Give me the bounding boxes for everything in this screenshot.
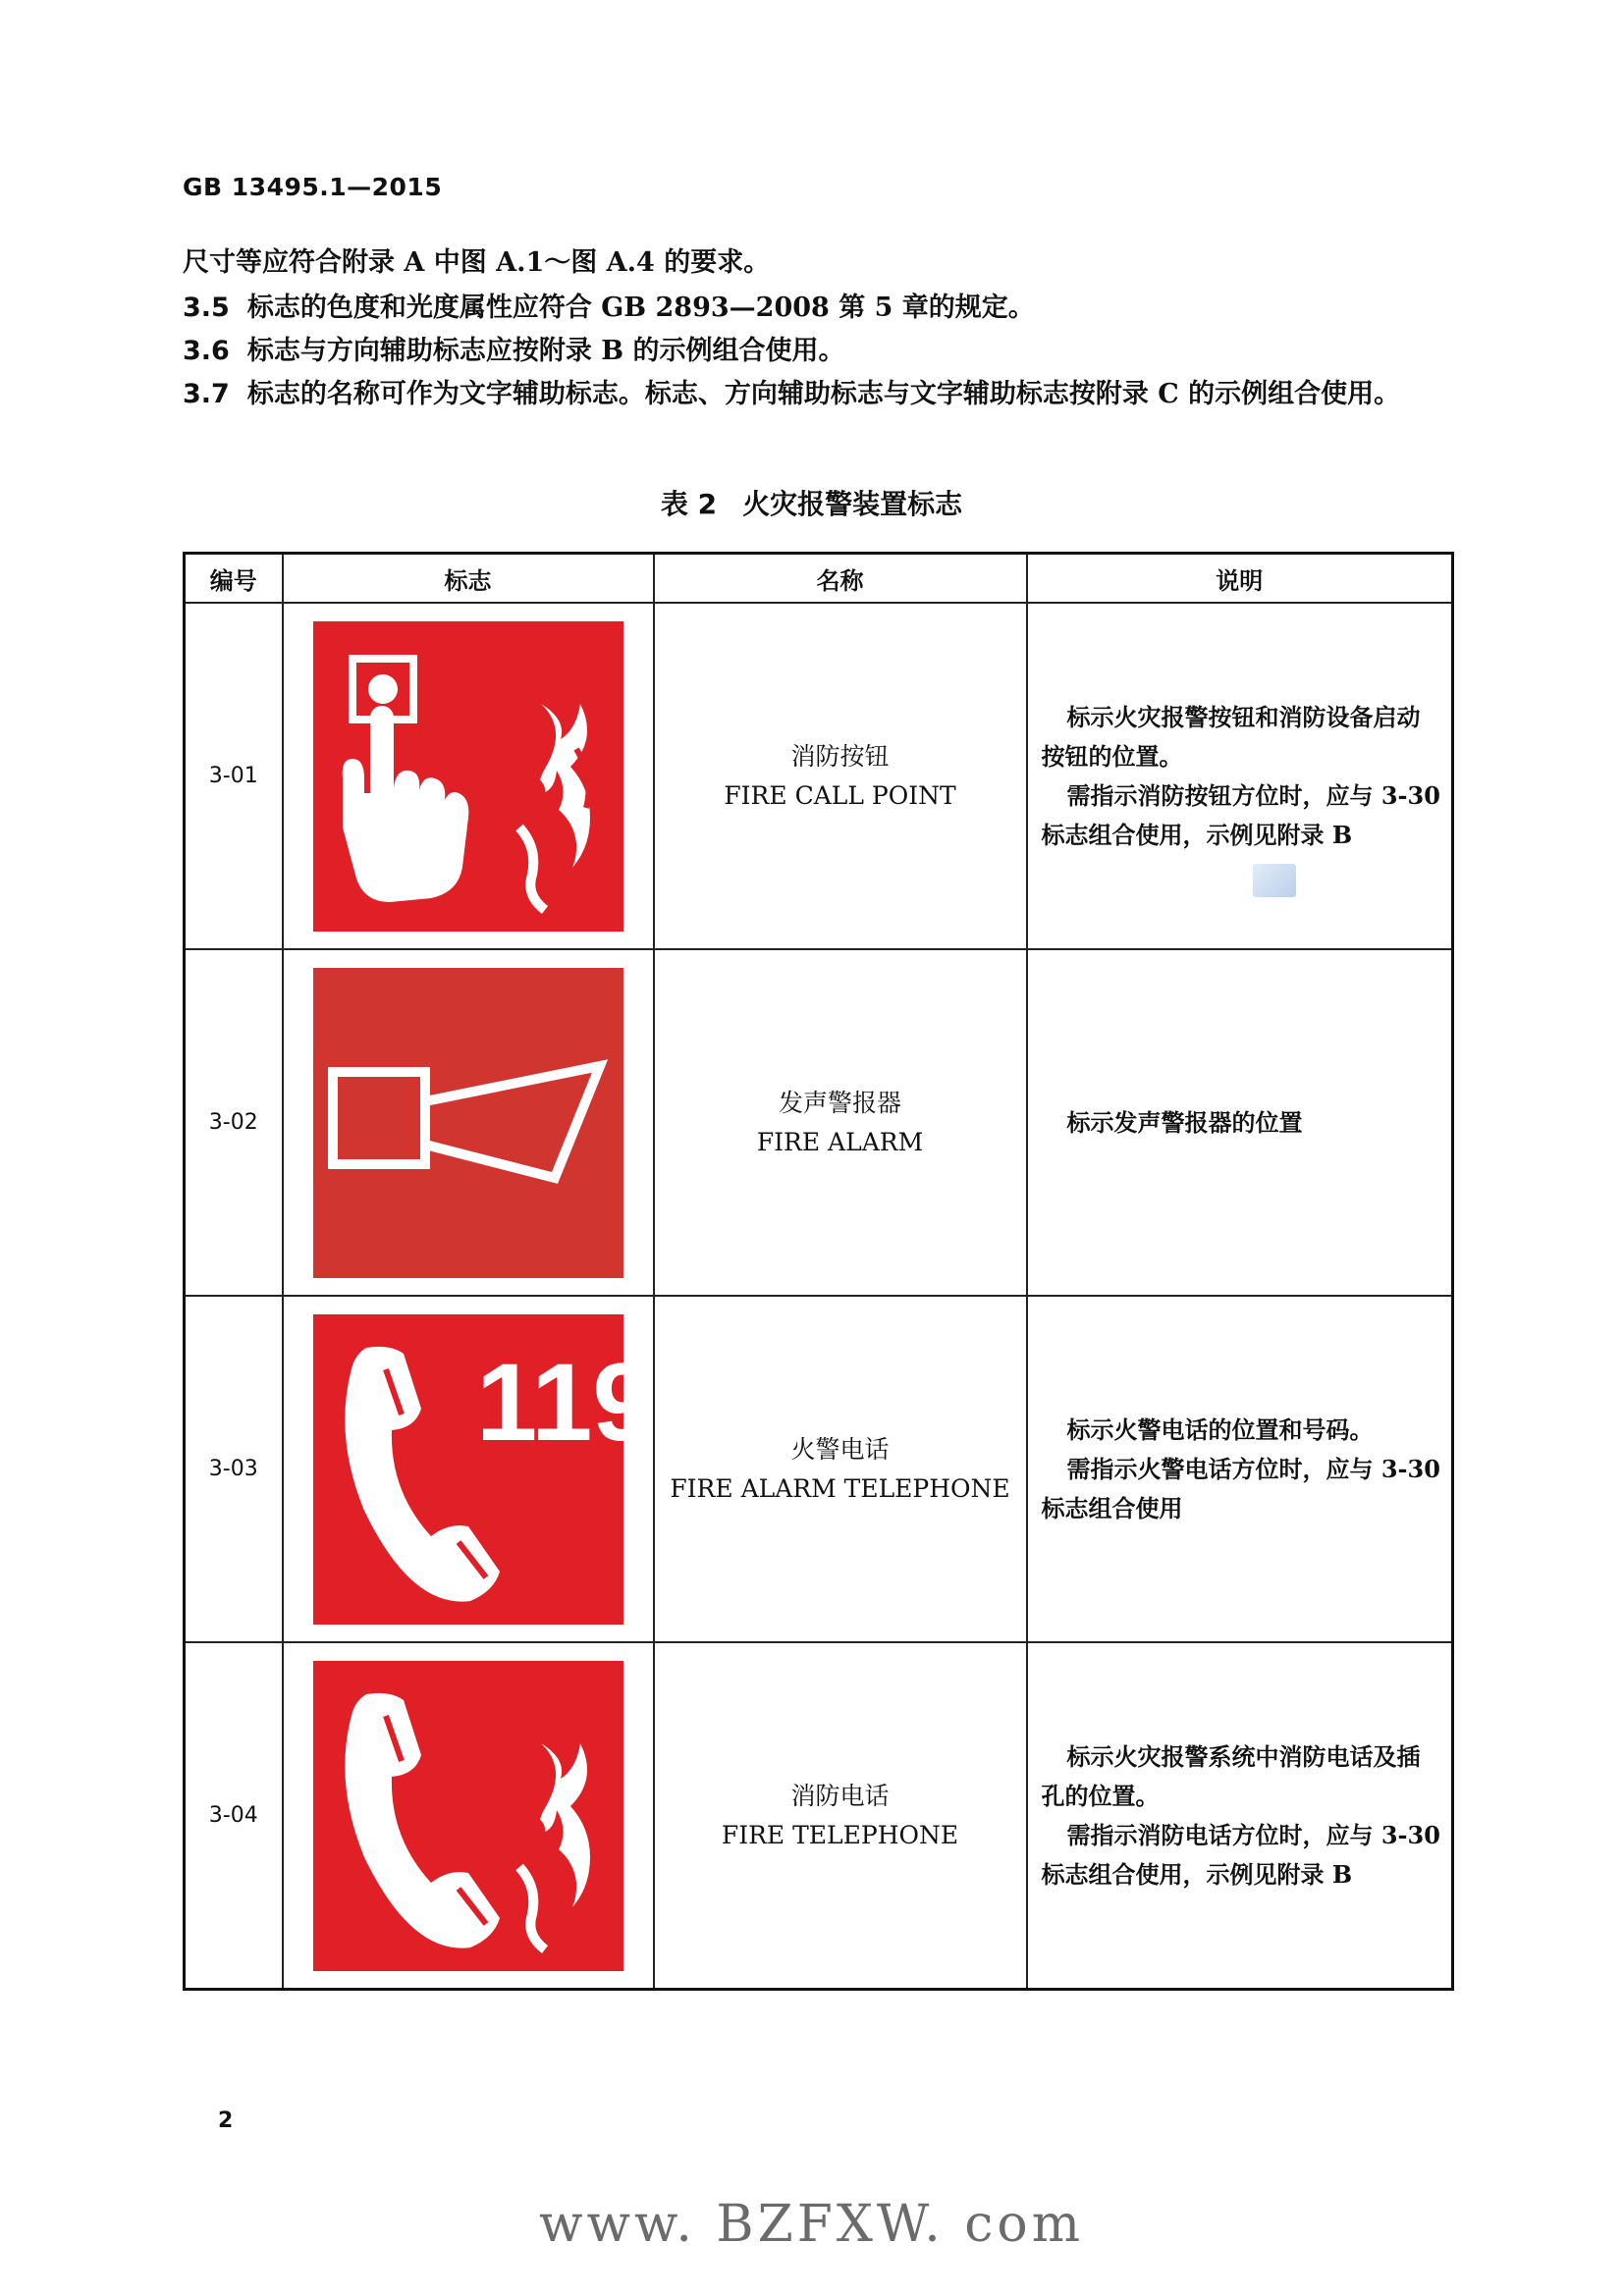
row-sign bbox=[283, 1642, 654, 1990]
sac-logo-icon bbox=[1253, 864, 1296, 897]
desc-line: 标示火警电话的位置和号码。 bbox=[1066, 1415, 1374, 1444]
row-desc bbox=[1027, 603, 1453, 949]
table-row bbox=[185, 603, 1453, 949]
sign-table bbox=[183, 552, 1454, 1991]
table-row bbox=[185, 1642, 1453, 1990]
name-cn: 发声警报器 bbox=[778, 1088, 901, 1117]
standard-code: GB 13495.1—2015 bbox=[183, 173, 443, 201]
header-sign: 标志 bbox=[283, 554, 654, 604]
name-en: FIRE CALL POINT bbox=[724, 780, 956, 810]
paragraph-text: 标志的色度和光度属性应符合 GB 2893—2008 第 5 章的规定。 bbox=[246, 293, 1035, 323]
fire-call-point-icon bbox=[313, 621, 623, 932]
name-en: FIRE ALARM bbox=[756, 1127, 924, 1156]
phone-number-label: 119 bbox=[475, 1340, 654, 1464]
table-header-row bbox=[185, 554, 1453, 604]
page-number: 2 bbox=[218, 2109, 234, 2133]
clause-number: 3.5 bbox=[183, 293, 230, 323]
desc-line: 标示发声警报器的位置 bbox=[1066, 1107, 1303, 1137]
fire-telephone-icon bbox=[313, 1661, 623, 1971]
row-name bbox=[654, 603, 1027, 949]
table-row bbox=[185, 1296, 1453, 1642]
paragraph-3-6 bbox=[183, 332, 844, 371]
row-desc bbox=[1027, 949, 1453, 1296]
clause-number: 3.6 bbox=[183, 336, 230, 366]
clause-number: 3.7 bbox=[183, 379, 230, 409]
row-sign bbox=[283, 603, 654, 949]
paragraph-text: 标志的名称可作为文字辅助标志。标志、方向辅助标志与文字辅助标志按附录 C 的示例组合使用。 bbox=[246, 379, 1401, 409]
row-desc bbox=[1027, 1642, 1453, 1990]
row-name bbox=[654, 1296, 1027, 1642]
table-caption bbox=[0, 483, 1623, 522]
desc-line: 需指示消防按钮方位时，应与 3-30 标志组合使用，示例见附录 B bbox=[1041, 780, 1440, 849]
row-code: 3-03 bbox=[185, 1296, 283, 1642]
paragraph-text: 标志与方向辅助标志应按附录 B 的示例组合使用。 bbox=[246, 336, 845, 366]
name-cn: 消防按钮 bbox=[790, 741, 890, 771]
row-code: 3-02 bbox=[185, 949, 283, 1296]
desc-line: 标示火灾报警系统中消防电话及插孔的位置。 bbox=[1041, 1741, 1421, 1810]
paragraph-text: 尺寸等应符合附录 A 中图 A.1～图 A.4 的要求。 bbox=[183, 247, 771, 278]
table-row bbox=[185, 949, 1453, 1296]
row-code: 3-01 bbox=[185, 603, 283, 949]
name-en: FIRE ALARM TELEPHONE bbox=[670, 1473, 1010, 1503]
table-title: 火灾报警装置标志 bbox=[742, 488, 963, 520]
desc-line: 需指示火警电话方位时，应与 3-30 标志组合使用 bbox=[1041, 1454, 1440, 1522]
desc-line: 需指示消防电话方位时，应与 3-30 标志组合使用，示例见附录 B bbox=[1041, 1820, 1440, 1889]
fire-alarm-horn-icon bbox=[313, 968, 623, 1278]
row-code: 3-04 bbox=[185, 1642, 283, 1990]
row-sign bbox=[283, 949, 654, 1296]
desc-line: 标示火灾报警按钮和消防设备启动按钮的位置。 bbox=[1041, 702, 1421, 771]
row-sign bbox=[283, 1296, 654, 1642]
site-watermark: www. BZFXW. com bbox=[538, 2195, 1084, 2254]
table-number: 表 2 bbox=[660, 488, 718, 520]
name-cn: 消防电话 bbox=[790, 1781, 890, 1810]
row-name bbox=[654, 949, 1027, 1296]
row-desc bbox=[1027, 1296, 1453, 1642]
fire-alarm-telephone-icon bbox=[313, 1314, 654, 1625]
row-name bbox=[654, 1642, 1027, 1990]
header-code: 编号 bbox=[185, 554, 283, 604]
paragraph-continuation bbox=[183, 243, 770, 283]
paragraph-3-7 bbox=[183, 375, 1449, 414]
paragraph-3-5 bbox=[183, 289, 1035, 328]
name-en: FIRE TELEPHONE bbox=[721, 1820, 959, 1849]
header-name: 名称 bbox=[654, 554, 1027, 604]
header-desc: 说明 bbox=[1027, 554, 1453, 604]
name-cn: 火警电话 bbox=[790, 1434, 890, 1464]
